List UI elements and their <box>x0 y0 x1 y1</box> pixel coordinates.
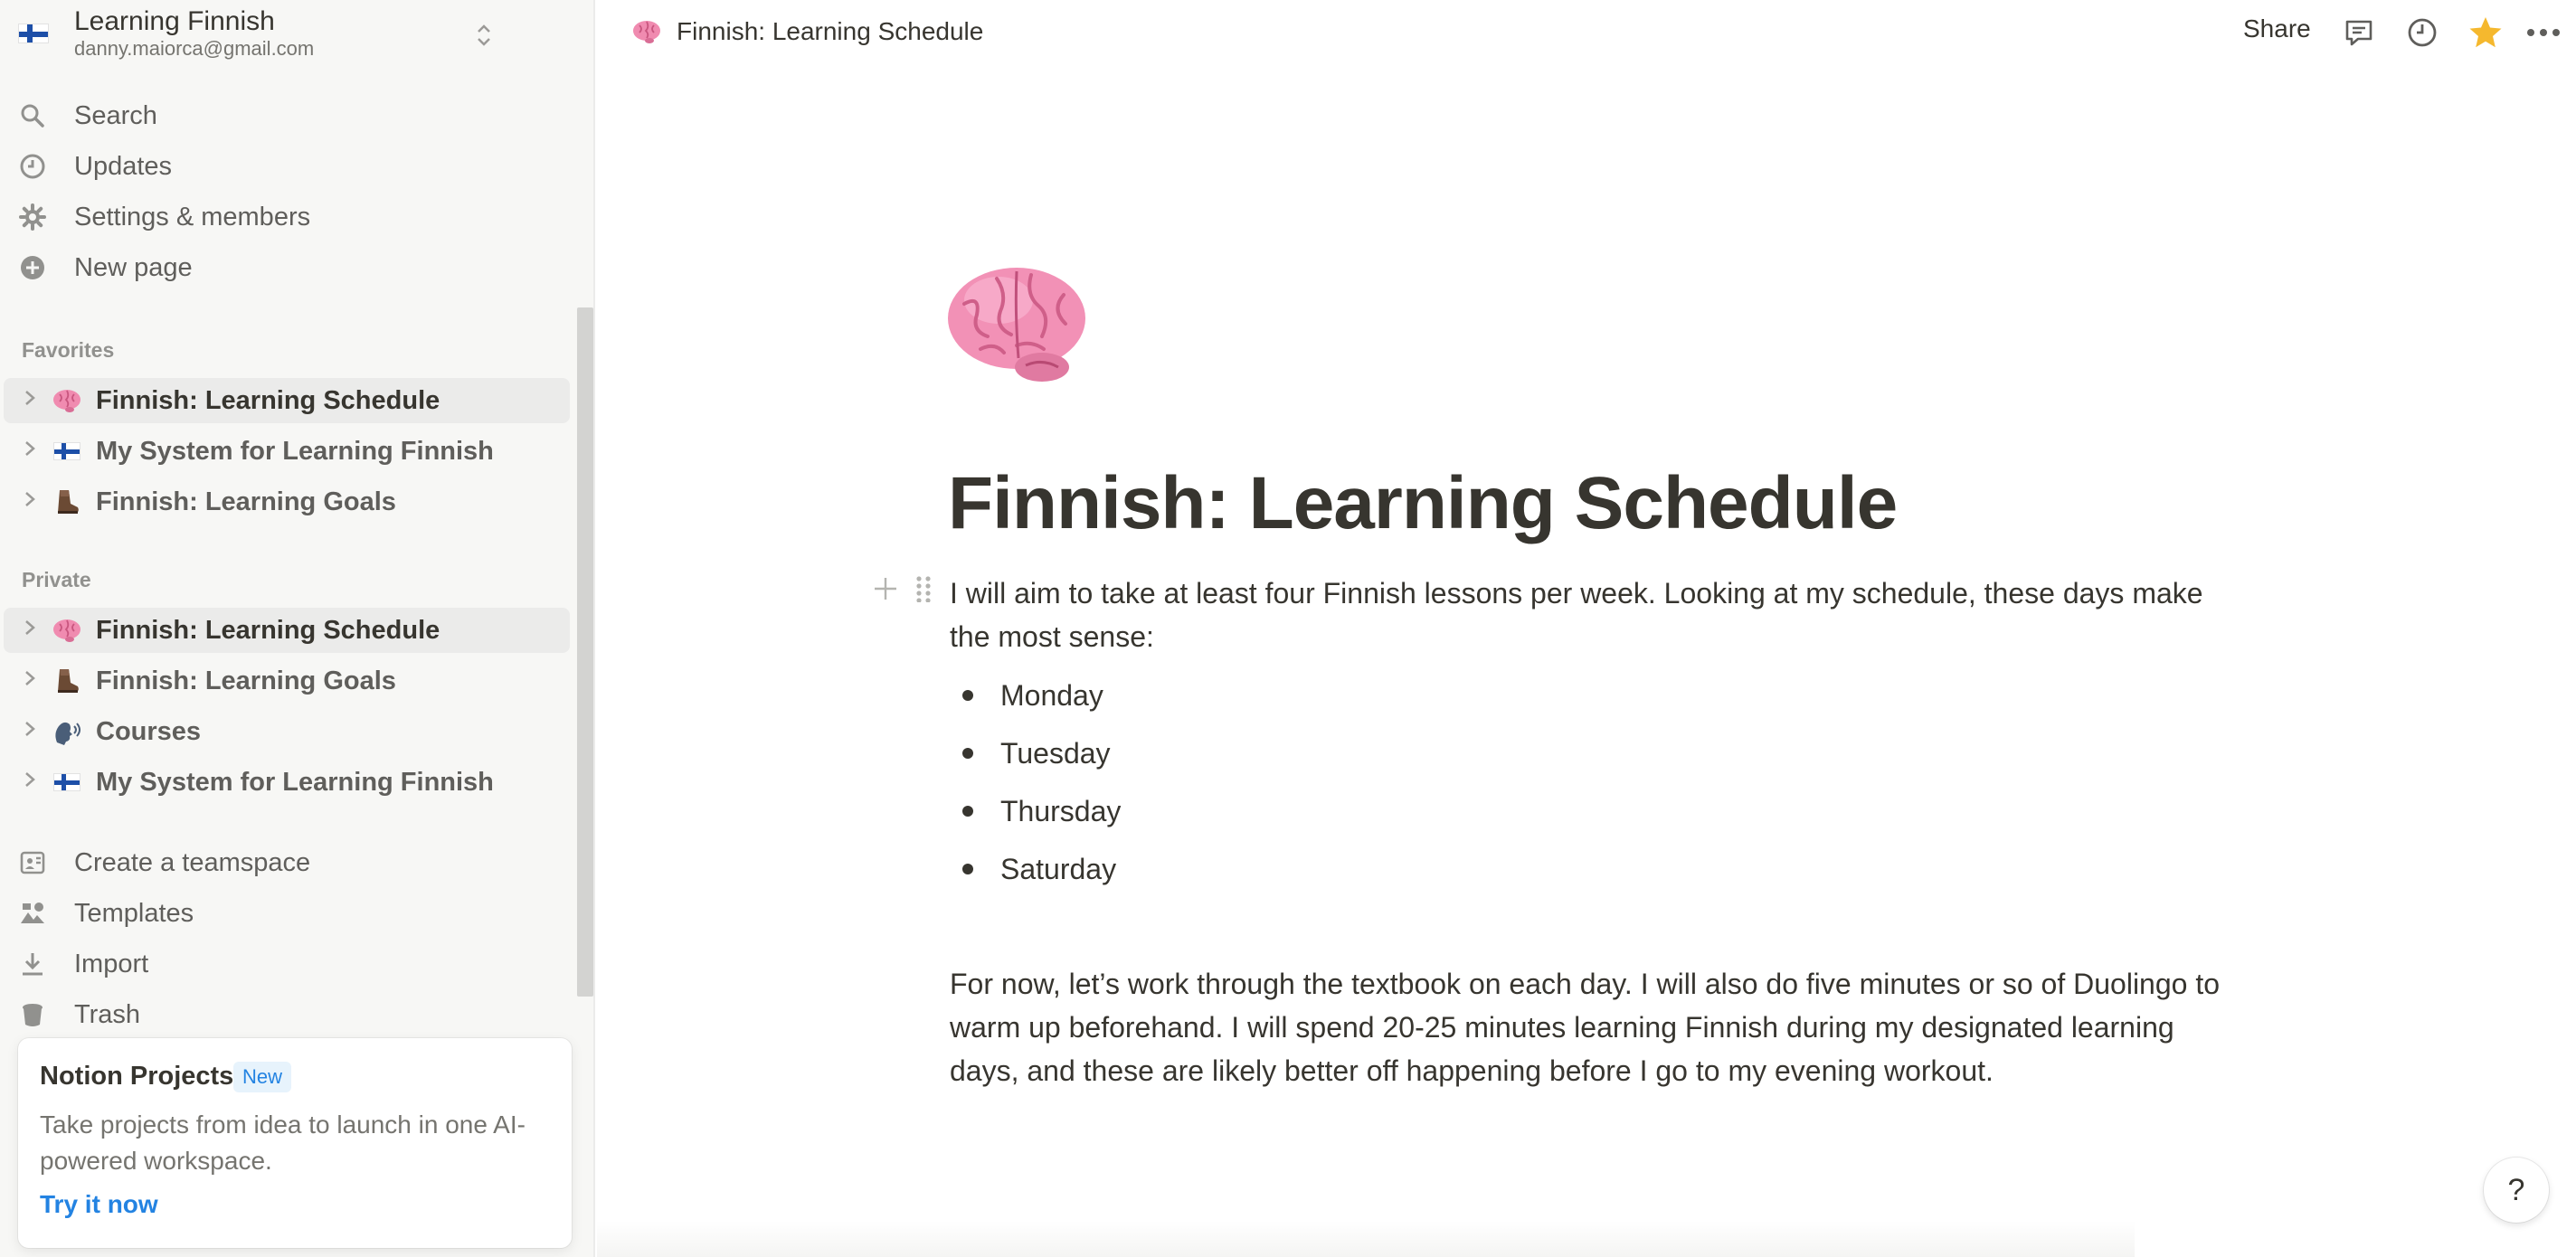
help-button[interactable]: ? <box>2484 1158 2549 1223</box>
favorite-item-label: My System for Learning Finnish <box>96 436 494 466</box>
workspace-email: danny.maiorca@gmail.com <box>74 37 315 60</box>
sidebar-updates-label: Updates <box>74 151 173 181</box>
chevron-right-icon[interactable] <box>16 770 43 794</box>
sidebar-templates-label: Templates <box>74 898 194 928</box>
chevron-right-icon[interactable] <box>16 720 43 743</box>
plus-circle-icon <box>18 253 47 282</box>
bottom-fade <box>597 1221 2135 1257</box>
search-icon <box>18 101 47 130</box>
bullet-item-monday[interactable]: Monday <box>962 671 1103 720</box>
sidebar-scrollbar[interactable] <box>577 307 593 997</box>
history-icon[interactable] <box>2404 14 2440 51</box>
finland-flag-icon <box>18 24 49 43</box>
chevron-right-icon[interactable] <box>16 439 43 463</box>
breadcrumb-label: Finnish: Learning Schedule <box>677 17 984 45</box>
workspace-switcher[interactable] <box>18 7 497 60</box>
chevron-right-icon[interactable] <box>16 389 43 412</box>
finland-flag-icon <box>49 764 85 800</box>
sidebar-trash-label: Trash <box>74 999 141 1029</box>
brain-emoji-icon <box>49 612 85 648</box>
page-title[interactable]: Finnish: Learning Schedule <box>948 462 1898 544</box>
page-icon-brain[interactable] <box>944 259 1089 385</box>
sidebar-search[interactable] <box>18 94 157 137</box>
sidebar-templates[interactable] <box>18 892 194 935</box>
share-button[interactable]: Share <box>2243 14 2311 43</box>
clock-icon <box>18 152 47 181</box>
brain-emoji-icon <box>49 383 85 419</box>
sidebar-import-label: Import <box>74 949 149 978</box>
chevron-up-down-icon <box>472 22 496 49</box>
favorite-item-learning-goals[interactable] <box>4 479 570 525</box>
comment-icon[interactable] <box>2341 14 2377 51</box>
import-icon <box>18 950 47 978</box>
breadcrumb[interactable] <box>630 14 983 49</box>
brain-emoji-icon <box>630 14 664 49</box>
favorite-item-my-system[interactable] <box>4 429 570 474</box>
sidebar-search-label: Search <box>74 100 157 130</box>
sidebar-create-teamspace-label: Create a teamspace <box>74 847 311 877</box>
sidebar-updates[interactable] <box>18 145 172 188</box>
trash-icon <box>18 1000 47 1029</box>
promo-title: Notion Projects <box>40 1062 234 1091</box>
favorite-item-learning-schedule[interactable] <box>4 378 570 423</box>
promo-try-it-link[interactable]: Try it now <box>40 1190 158 1218</box>
bullet-item-tuesday[interactable]: Tuesday <box>962 729 1111 778</box>
star-icon[interactable] <box>2467 14 2504 51</box>
private-section-label: Private <box>22 568 91 591</box>
bullet-item-thursday[interactable]: Thursday <box>962 787 1121 836</box>
chevron-right-icon[interactable] <box>16 669 43 693</box>
block-handles <box>872 575 932 607</box>
workspace-name: Learning Finnish <box>74 6 275 36</box>
sidebar-new-page[interactable] <box>18 246 193 289</box>
more-icon[interactable] <box>2525 14 2562 51</box>
sidebar <box>0 0 595 1257</box>
teamspace-icon <box>18 848 47 877</box>
chevron-right-icon[interactable] <box>16 619 43 642</box>
topbar <box>597 0 2576 67</box>
bullet-item-saturday[interactable]: Saturday <box>962 845 1116 893</box>
private-item-courses[interactable] <box>4 709 570 754</box>
chevron-right-icon[interactable] <box>16 490 43 514</box>
gear-icon <box>18 203 47 232</box>
drag-handle-icon[interactable] <box>915 575 932 607</box>
intro-paragraph[interactable]: I will aim to take at least four Finnish lessons per week. Looking at my schedule, these days make the most sense: <box>950 577 2203 653</box>
templates-icon <box>18 899 47 928</box>
speaking-head-icon <box>49 714 85 750</box>
promo-description: Take projects from idea to launch in one AI-powered workspace. <box>40 1111 526 1175</box>
boot-emoji-icon <box>49 484 85 520</box>
private-item-label: My System for Learning Finnish <box>96 767 494 797</box>
add-block-icon[interactable] <box>872 575 899 607</box>
sidebar-new-page-label: New page <box>74 252 193 282</box>
notion-projects-promo <box>18 1038 572 1248</box>
sidebar-create-teamspace[interactable] <box>18 841 310 884</box>
finland-flag-icon <box>49 433 85 469</box>
private-item-label: Finnish: Learning Schedule <box>96 615 440 645</box>
promo-new-badge: New <box>233 1062 291 1092</box>
private-item-my-system[interactable] <box>4 760 570 805</box>
boot-emoji-icon <box>49 663 85 699</box>
favorite-item-label: Finnish: Learning Schedule <box>96 385 440 415</box>
private-item-label: Finnish: Learning Goals <box>96 666 396 695</box>
private-item-learning-goals[interactable] <box>4 658 570 704</box>
outro-paragraph[interactable]: For now, let’s work through the textbook on each day. I will also do five minutes or so of Duolingo to warm up beforehand. I will spend 20-25 minutes learning Finnish during my designated learning days, and these are likely better off happening before I go to my evening workout. <box>950 968 2221 1087</box>
sidebar-settings-label: Settings & members <box>74 202 311 232</box>
private-item-learning-schedule[interactable] <box>4 608 570 653</box>
sidebar-trash[interactable] <box>18 993 140 1036</box>
favorites-section-label: Favorites <box>22 338 115 362</box>
favorite-item-label: Finnish: Learning Goals <box>96 487 396 516</box>
private-item-label: Courses <box>96 716 202 746</box>
sidebar-settings[interactable] <box>18 195 310 239</box>
sidebar-import[interactable] <box>18 942 148 986</box>
